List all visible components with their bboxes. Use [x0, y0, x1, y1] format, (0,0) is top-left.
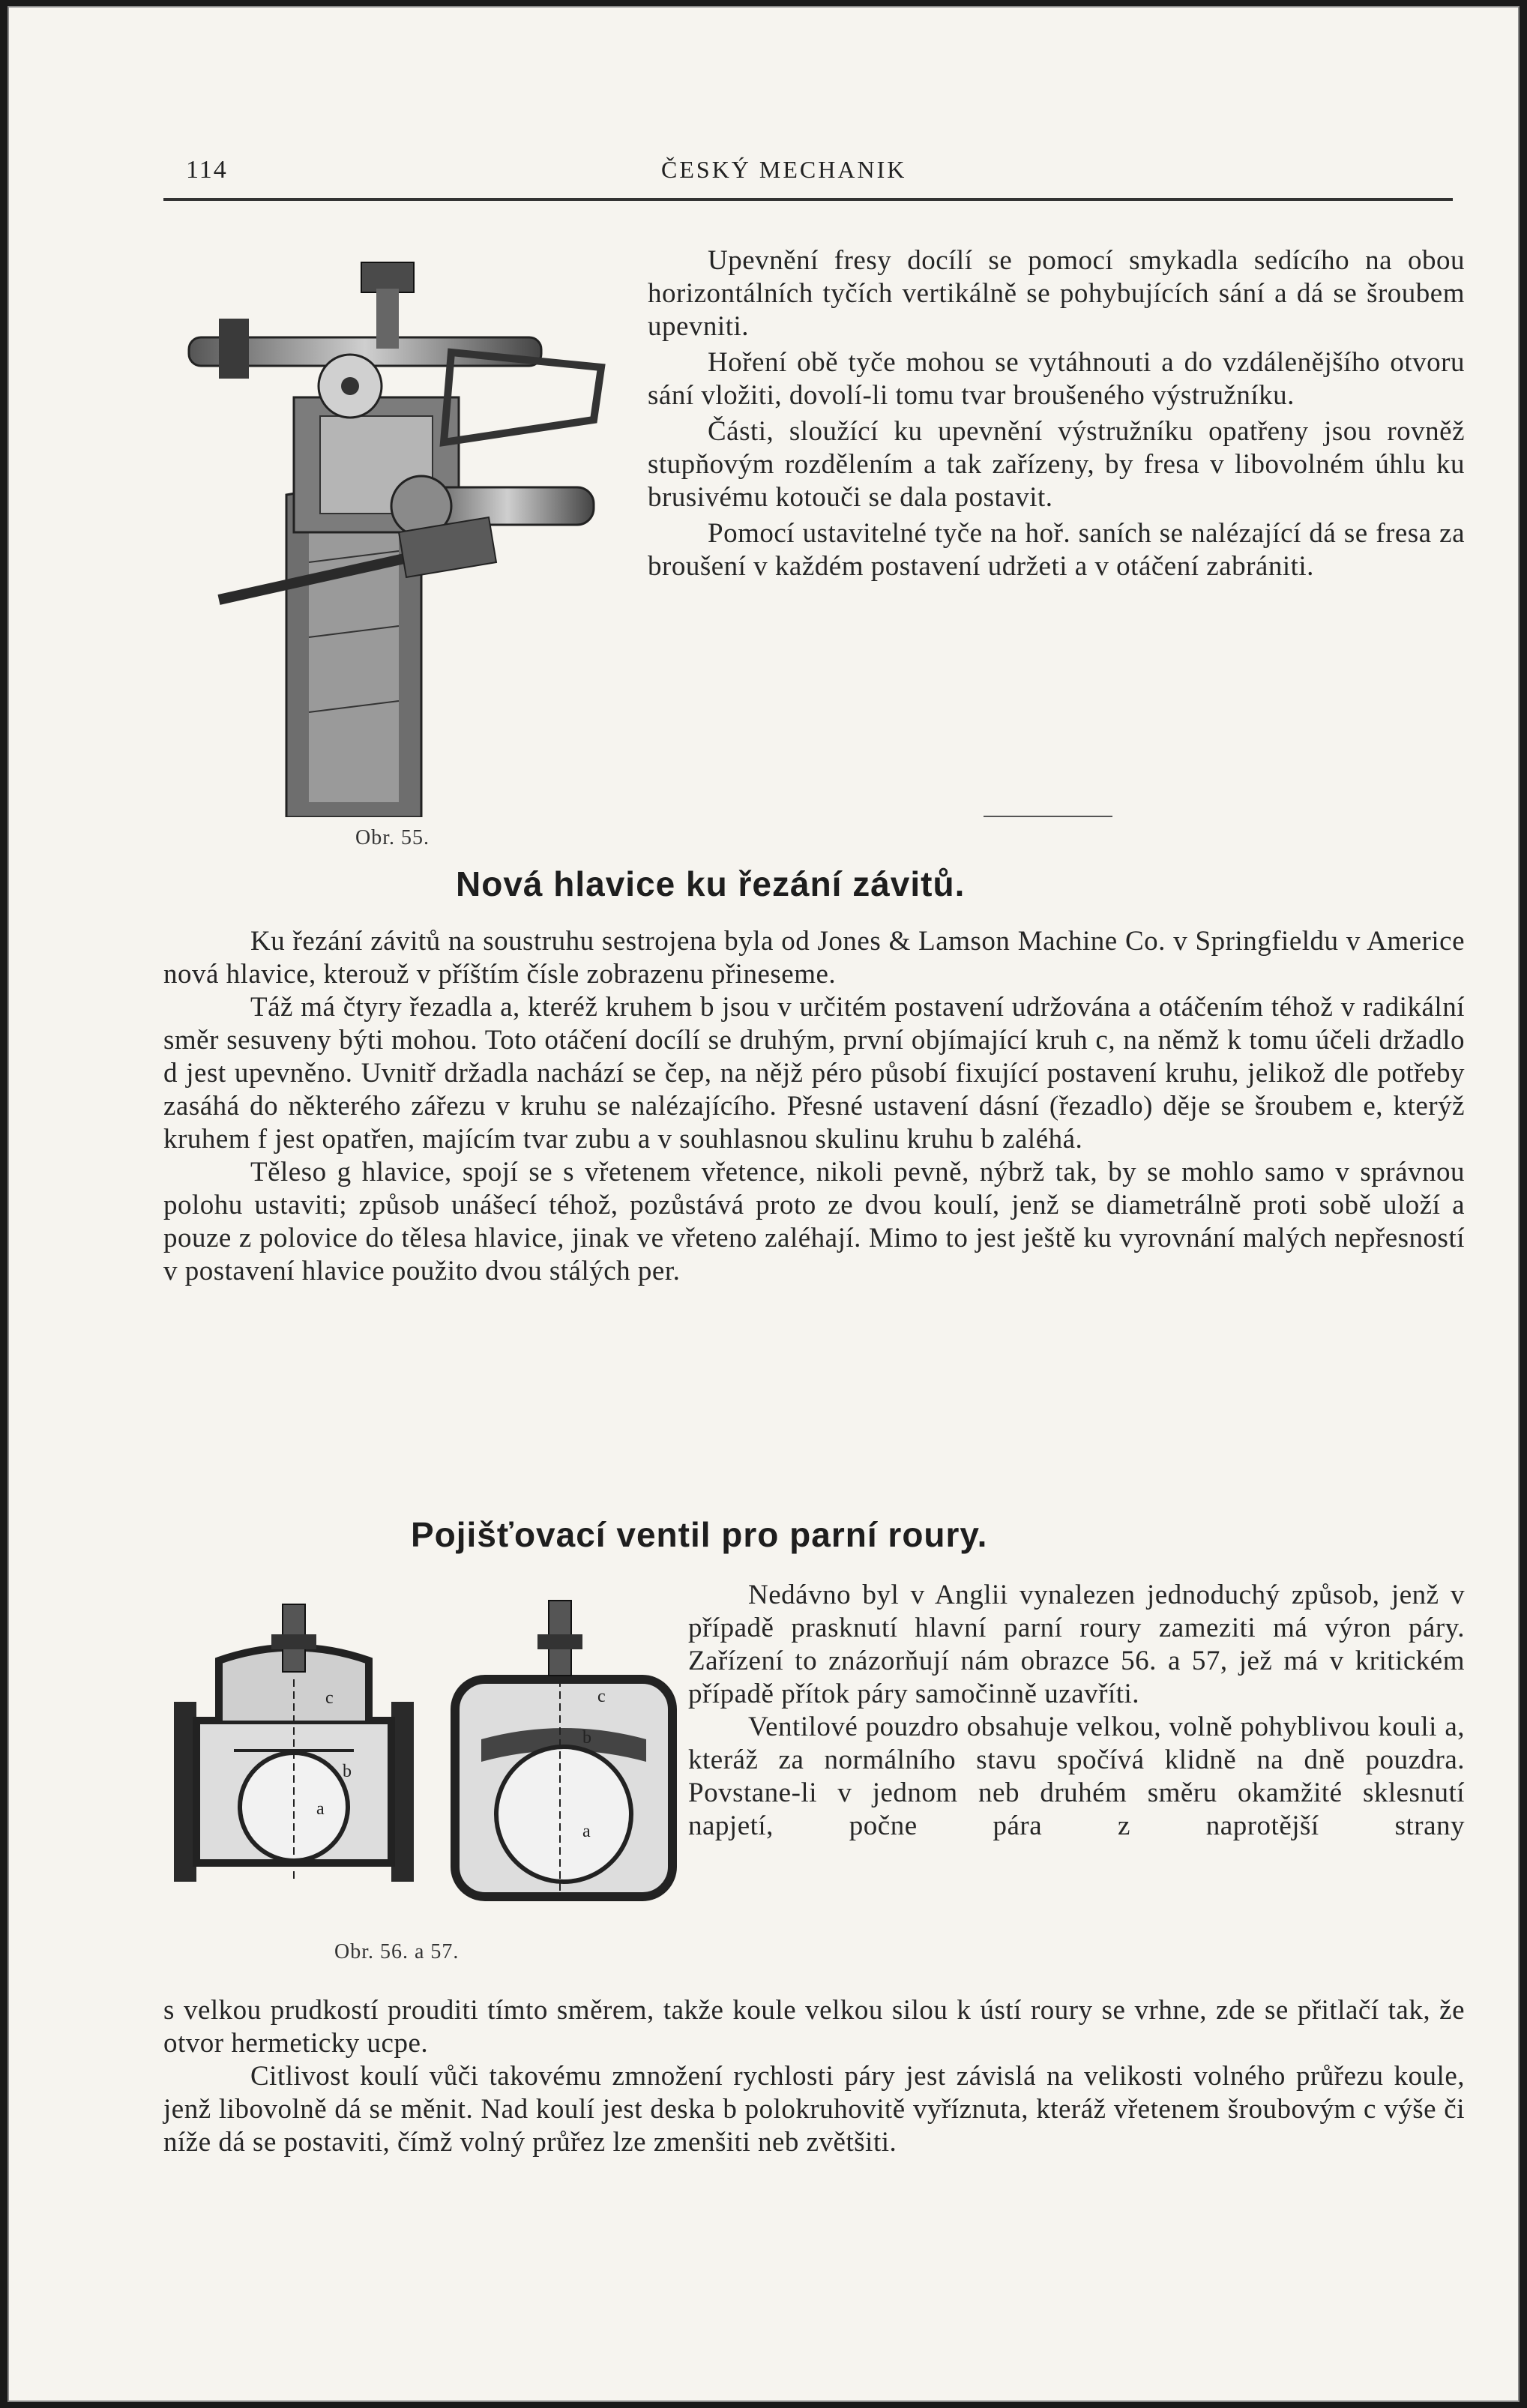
- article-2-paragraph-1: s velkou prudkostí prouditi tímto směrem, takže koule velkou silou k ústí roury se vrhne, zde se přitlačí tak, že otvor hermeticky ucpe.: [163, 1995, 1465, 2059]
- fig57-label-c: c: [597, 1687, 606, 1706]
- article-2-side-paragraph-1: Nedávno byl v Anglii vynalezen jednoduchý způsob, jenž v případě prasknutí hlavní parní roury zameziti má výron páry. Zařízení to znázorňují nám obrazce 56. a 57, jež má v kritickém případě přítok páry samočinně uzavříti.: [688, 1580, 1465, 1709]
- fig56-label-a: a: [316, 1799, 325, 1819]
- figure-56-57-caption: Obr. 56. a 57.: [334, 1940, 460, 1963]
- fig57-label-b: b: [582, 1728, 591, 1748]
- journal-title: ČESKÝ MECHANIK: [661, 156, 907, 183]
- intro-paragraph-3: Části, sloužící ku upevnění výstružníku opatřeny jsou rovněž stupňovým rozdělením a tak zařízeny, by fresa v libovolném úhlu ku brusivému kotouči se dala postavit.: [648, 416, 1465, 513]
- article-1-title: Nová hlavice ku řezání závitů.: [456, 864, 966, 903]
- fig57-label-a: a: [582, 1822, 591, 1841]
- page-number: 114: [186, 156, 228, 184]
- figure-55-grinder-illustration: [174, 247, 624, 817]
- figure-56: [174, 1604, 414, 1882]
- figure-56-57-valve-sections: [166, 1589, 684, 1934]
- page: [7, 6, 1520, 2402]
- article-2-side-paragraph-2: Ventilové pouzdro obsahuje velkou, volně pohyblivou kouli a, kteráž za normálního stavu spočívá klidně na dně pouzdra. Povstane-li v jednom neb druhém směru okamžité sklesnutí napjetí, počne pára z naprotější strany: [688, 1712, 1465, 1841]
- article-1-paragraph-3: Těleso g hlavice, spojí se s vřetenem vřetence, nikoli pevně, nýbrž tak, by se mohlo samo v správnou polohu ustaviti; způsob unášecí téhož, pozůstává proto ze dvou koulí, jenž se diametrálně proti sobě uloží a pouze z polovice do tělesa hlavice, jinak ve vřeteno zaléhají. Mimo to jest ještě ku vyrovnání malých nepřesností v postavení hlavice použito dvou stálých per.: [163, 1157, 1465, 1286]
- article-1-paragraph-1: Ku řezání závitů na soustruhu sestrojena byla od Jones & Lamson Machine Co. v Springfieldu v Americe nová hlavice, kterouž v příštím čísle zobrazenu přineseme.: [163, 926, 1465, 990]
- figure-57: [455, 1601, 672, 1897]
- header-rule: [163, 198, 1453, 201]
- fig56-label-c: c: [325, 1688, 334, 1708]
- fig56-label-b: b: [343, 1762, 352, 1781]
- intro-text-block: [648, 244, 1465, 583]
- section-separator: [984, 816, 1112, 817]
- intro-paragraph-1: Upevnění fresy docílí se pomocí smykadla sedícího na obou horizontálních tyčích vertikálně se pohybujících sání a dá se šroubem upevniti.: [648, 245, 1465, 342]
- article-1-body: [163, 925, 1465, 1288]
- article-2-body: [163, 1994, 1465, 2159]
- intro-paragraph-4: Pomocí ustavitelné tyče na hoř. saních se nalézající dá se fresa za broušení v každém postavení udržeti a v otáčení zabrániti.: [648, 518, 1465, 582]
- intro-paragraph-2: Hoření obě tyče mohou se vytáhnouti a do vzdálenějšího otvoru sání vložiti, dovolí-li tomu tvar broušeného výstružníku.: [648, 347, 1465, 411]
- article-2-side-column: [688, 1579, 1465, 1843]
- figure-55-caption: Obr. 55.: [355, 826, 430, 849]
- article-2-title: Pojišťovací ventil pro parní roury.: [411, 1515, 988, 1554]
- article-2-paragraph-2: Citlivost koulí vůči takovému zmnožení rychlosti páry jest závislá na velikosti volného průřezu koule, jenž libovolně dá se měnit. Nad koulí jest deska b polokruhovitě vyříznuta, kteráž vřetenem šroubovým c výše či níže dá se postaviti, čímž volný průřez lze zmenšiti neb zvětšiti.: [163, 2061, 1465, 2158]
- article-1-paragraph-2: Táž má čtyry řezadla a, kteréž kruhem b jsou v určitém postavení udržována a otáčením téhož v radikální směr sesuveny býti mohou. Toto otáčení docílí se druhým, první objímající kruh c, na němž k tomu účeli držadlo d jest upevněno. Uvnitř držadla nachází se čep, na nějž péro působí fixující postavení kruhu, jelikož dle potřeby zasáhá do některého zářezu v kruhu se nalézajícího. Přesné ustavení dásní (řezadlo) děje se šroubem e, kterýž kruhem f jest opatřen, majícím tvar zubu a v souhlasnou skulinu kruhu b zaléhá.: [163, 992, 1465, 1155]
